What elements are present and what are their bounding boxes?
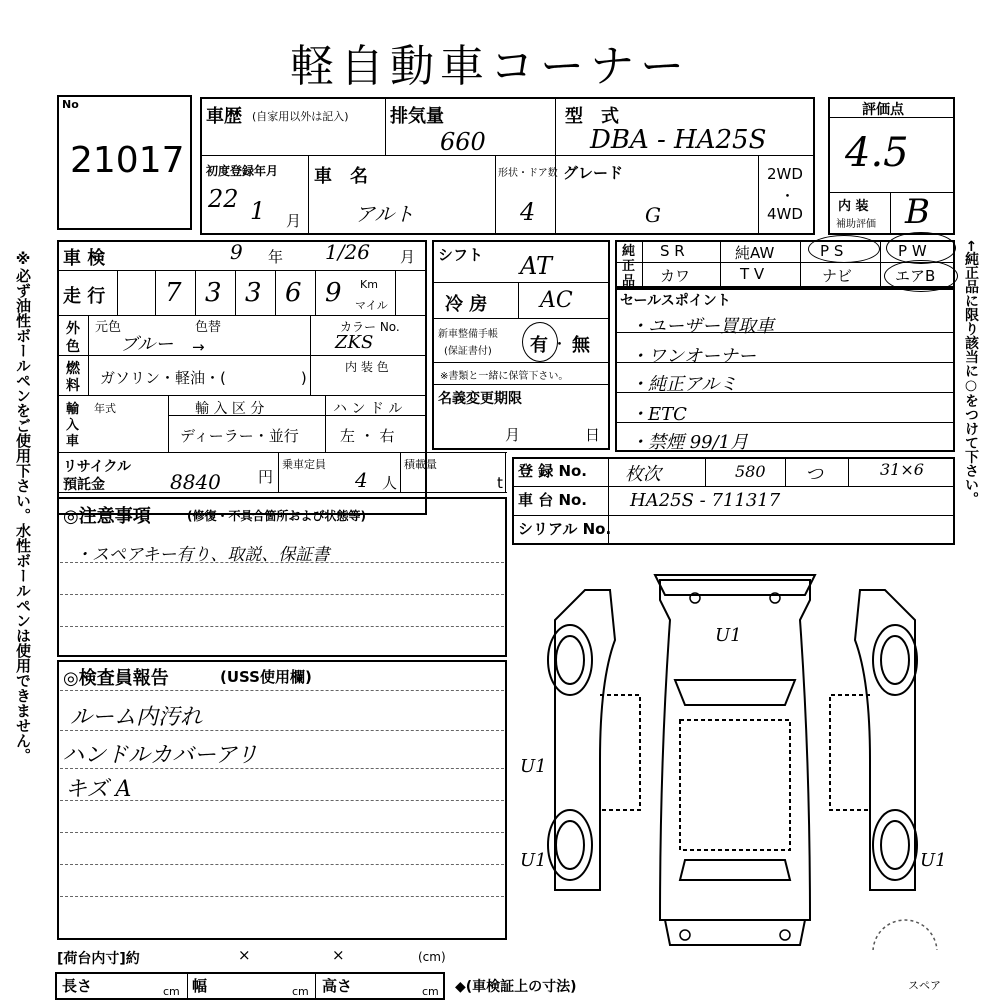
equip-tv: T V	[740, 265, 765, 283]
grade-value: G	[645, 203, 661, 227]
registration-number: 31×6	[880, 460, 924, 479]
shift-label: シフト	[438, 246, 484, 264]
mileage-label: 走 行	[63, 286, 106, 307]
car-name-value: アルト	[355, 202, 415, 226]
equip-leather: カワ	[660, 267, 691, 285]
notes-line-1: ・スペアキー有り、取説、保証書	[75, 545, 330, 565]
registration-kana: つ	[805, 464, 823, 485]
fuel-label-b: 料	[66, 378, 80, 394]
aircon-value: AC	[540, 288, 573, 313]
import-class-value: ディーラー・並行	[180, 427, 299, 445]
damage-mark-3: U1	[520, 850, 547, 871]
car-roof	[680, 720, 790, 850]
history-note: (自家用以外は記入)	[252, 110, 349, 123]
right-note: ←純正品に限り該当に○をつけて下さい。	[963, 240, 979, 506]
manual-sep: ・	[552, 335, 568, 353]
lot-number: 21017	[70, 140, 185, 181]
cargo-box	[55, 972, 445, 1000]
damage-mark-2: U1	[520, 756, 547, 777]
car-rear-window	[680, 860, 790, 880]
first-reg-year: 22	[208, 185, 239, 213]
shaken-year-unit: 年	[268, 248, 284, 266]
manual-note: ※書類と一緒に保管下さい。	[440, 371, 569, 382]
load-label: 積載量	[404, 458, 437, 471]
lot-no-label: No	[62, 98, 79, 111]
aircon-label: 冷 房	[445, 294, 488, 315]
damage-mark-1: U1	[715, 625, 742, 646]
first-reg-label: 初度登録年月	[206, 164, 279, 178]
fuel-label-a: 燃	[66, 361, 80, 377]
import-label-b: 入	[66, 418, 80, 433]
manual-yes: 有	[530, 335, 548, 356]
equip-ps: P S	[820, 242, 844, 260]
mileage-digit-4: 3	[245, 278, 262, 308]
taillight-left	[680, 930, 690, 940]
recycle-unit: 円	[258, 468, 274, 486]
shaken-month-unit: 月	[400, 248, 416, 266]
car-door-right	[830, 695, 870, 810]
cargo-height-cm: cm	[422, 985, 439, 998]
manual-no: 無	[572, 335, 590, 356]
inspector-line-3: キズ A	[65, 777, 132, 802]
drive-2wd: 2WD	[767, 165, 803, 183]
damage-mark-4: U1	[920, 850, 947, 871]
shaken-date: 1/26	[325, 240, 370, 264]
color-orig-label: 元色	[95, 320, 122, 335]
interior-color-label: 内 装 色	[345, 360, 389, 374]
import-year-label: 年式	[94, 402, 116, 415]
score-label: 評価点	[862, 102, 904, 118]
recycle-value: 8840	[170, 470, 221, 494]
serial-label: シリアル No.	[518, 520, 612, 538]
car-name-label: 車 名	[314, 166, 368, 187]
capacity-value: 4	[355, 468, 368, 492]
shift-value: AT	[520, 252, 553, 280]
car-door-left	[600, 695, 640, 810]
cargo-length-label: 長さ	[62, 977, 93, 995]
drive-dot: ・	[780, 187, 796, 205]
chassis-label: 車 台 No.	[518, 491, 588, 509]
import-class-label: 輸 入 区 分	[195, 401, 265, 417]
car-diagram	[510, 560, 960, 950]
cargo-length-cm: cm	[163, 985, 180, 998]
equip-label-c: 品	[622, 274, 636, 289]
first-reg-month-unit: 月	[286, 212, 302, 230]
circle-ps	[808, 235, 880, 263]
car-right-side	[855, 590, 915, 890]
inspector-line-1: ルーム内汚れ	[70, 705, 203, 730]
notes-label: ◎注意事項	[63, 506, 151, 527]
color-change-label: 色替	[195, 320, 222, 335]
sales-label: セールスポイント	[620, 293, 731, 309]
cargo-x2: ×	[332, 946, 345, 964]
grade-label: グレード	[563, 164, 624, 182]
fuel-options: ガソリン・軽油・( )	[100, 369, 307, 387]
car-rear-bumper	[665, 920, 805, 945]
manual-label-2: (保証書付)	[444, 346, 492, 357]
wheel-rear-left-inner	[556, 821, 584, 869]
mileage-digit-2: 7	[165, 278, 182, 308]
equip-sr: S R	[660, 242, 685, 260]
equip-label-a: 純	[622, 244, 636, 259]
color-label-a: 外	[66, 321, 80, 337]
color-code-value: ZKS	[335, 332, 374, 353]
inspector-line-2: ハンドルカバーアリ	[62, 743, 259, 768]
notes-sub: (修復・不具合箇所および状態等)	[187, 509, 366, 523]
mileage-digit-6: 9	[325, 278, 342, 308]
name-change-day: 日	[585, 426, 601, 444]
taillight-right	[780, 930, 790, 940]
cargo-label: [荷台内寸]約	[57, 951, 140, 967]
left-note: ※必ず油性ボールペンをご使用下さい。水性ボールペンは使用できません。	[14, 250, 32, 763]
recycle-label-1: リサイクル	[63, 459, 132, 475]
load-unit: t	[497, 474, 503, 492]
page-title: 軽自動車コーナー	[290, 41, 690, 92]
mileage-unit-km: Km	[360, 278, 378, 291]
registration-class: 580	[735, 462, 766, 481]
equip-navi: ナビ	[822, 267, 853, 285]
drive-4wd: 4WD	[767, 205, 803, 223]
interior-value: B	[905, 192, 930, 232]
cargo-width-label: 幅	[192, 977, 208, 995]
spare-label: スペア	[908, 979, 941, 992]
name-change-label: 名義変更期限	[438, 391, 522, 407]
import-label-c: 車	[66, 434, 80, 449]
model-label: 型 式	[565, 106, 619, 127]
interior-label: 内 装	[838, 199, 869, 214]
equip-aw: 純AW	[735, 244, 775, 262]
manual-yes-circle	[522, 322, 558, 362]
doors-label: 形状・ドア数	[498, 168, 558, 179]
capacity-unit: 人	[382, 474, 398, 492]
name-change-month: 月	[505, 426, 521, 444]
mileage-digit-3: 3	[205, 278, 222, 308]
sales-item-3: ・純正アルミ	[630, 374, 738, 395]
model-value: DBA - HA25S	[590, 125, 767, 155]
shaken-label: 車 検	[63, 248, 106, 269]
handle-value: 左 ・ 右	[340, 427, 395, 445]
doors-value: 4	[520, 198, 536, 226]
first-reg-month: 1	[250, 197, 266, 225]
cargo-unit: (cm)	[418, 950, 446, 964]
mileage-digit-5: 6	[285, 278, 302, 308]
car-front-bumper	[655, 575, 815, 595]
history-label: 車歴	[206, 106, 242, 127]
interior-sub: 補助評価	[836, 219, 876, 230]
cargo-width-cm: cm	[292, 985, 309, 998]
equip-airbag: エアB	[895, 267, 936, 285]
displacement-value: 660	[440, 128, 486, 156]
chassis-value: HA25S - 711317	[630, 490, 781, 511]
sales-item-4: ・ETC	[630, 404, 687, 425]
shaken-year: 9	[230, 240, 243, 264]
inspector-sub: (USS使用欄)	[220, 668, 312, 686]
wheel-front-left-inner	[556, 636, 584, 684]
color-arrow: →	[192, 338, 205, 356]
equip-pw: P W	[898, 242, 927, 260]
sales-item-2: ・ワンオーナー	[630, 346, 756, 367]
cargo-note: ◆(車検証上の寸法)	[455, 979, 577, 995]
cargo-height-label: 高さ	[322, 977, 353, 995]
wheel-front-right-inner	[881, 636, 909, 684]
registration-label: 登 録 No.	[518, 462, 588, 480]
registration-place: 枚次	[625, 464, 661, 485]
cargo-x1: ×	[238, 946, 251, 964]
spare-circle	[873, 920, 937, 950]
capacity-label: 乗車定員	[282, 458, 326, 471]
sales-item-5: ・禁煙 99/1月	[630, 432, 749, 453]
color-label-b: 色	[66, 339, 80, 355]
inspector-label: ◎検査員報告	[63, 668, 169, 689]
displacement-label: 排気量	[390, 106, 444, 127]
recycle-label-2: 預託金	[63, 477, 105, 493]
equip-label-b: 正	[622, 259, 636, 274]
wheel-rear-right-inner	[881, 821, 909, 869]
color-code-label: カラー No.	[340, 320, 400, 334]
score-value: 4.5	[845, 130, 909, 176]
manual-label-1: 新車整備手帳	[438, 329, 498, 340]
import-label-a: 輸	[66, 402, 80, 417]
handle-label: ハ ン ド ル	[333, 401, 403, 417]
mileage-unit-mile: マイル	[355, 299, 388, 312]
car-windshield	[675, 680, 795, 705]
color-orig-value: ブルー	[120, 334, 174, 355]
sales-item-1: ・ユーザー買取車	[630, 316, 774, 337]
